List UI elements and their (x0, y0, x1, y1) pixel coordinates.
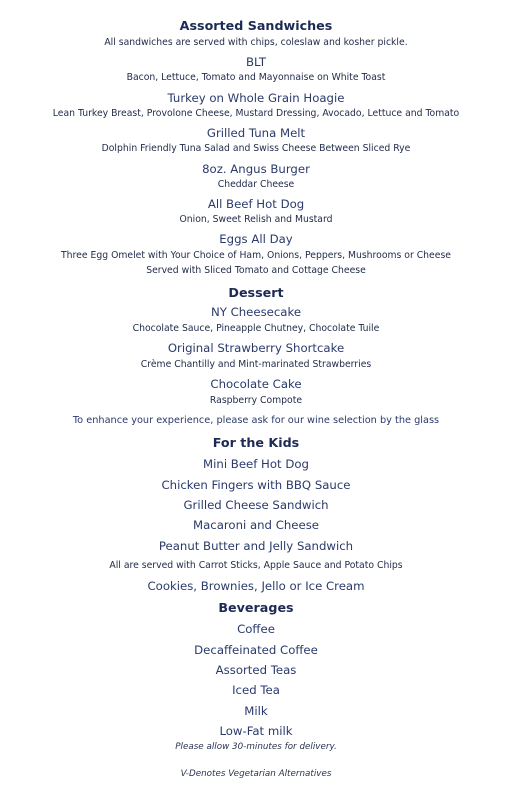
menu-item-name: Grilled Cheese Sandwich (183, 498, 329, 512)
menu-item-name: Macaroni and Cheese (192, 518, 319, 532)
menu-item-name: Coffee (237, 622, 275, 636)
menu-item-name: BLT (245, 55, 267, 69)
menu-item-desc: Chocolate Sauce, Pineapple Chutney, Chocolate Tuile (132, 323, 380, 334)
menu-item-name: Iced Tea (232, 683, 280, 697)
menu-item-desc: Dolphin Friendly Tuna Salad and Swiss Cheese Between Sliced Rye (101, 143, 411, 154)
menu-item-name: Low-Fat milk (219, 724, 293, 738)
menu-item-name: NY Cheesecake (210, 305, 302, 319)
section-title-kids: For the Kids (212, 435, 300, 450)
menu-item-name: Assorted Teas (215, 663, 297, 677)
menu-item-name: Turkey on Whole Grain Hoagie (167, 91, 345, 105)
menu-item-desc: Lean Turkey Breast, Provolone Cheese, Mustard Dressing, Avocado, Lettuce and Tomato (52, 108, 460, 119)
menu-item-name: Milk (244, 704, 268, 718)
menu-item-name: Chicken Fingers with BBQ Sauce (161, 478, 351, 492)
section-title-dessert: Dessert (228, 285, 284, 300)
section-title-sandwiches: Assorted Sandwiches (179, 18, 333, 33)
menu-item-name: Decaffeinated Coffee (194, 643, 318, 657)
menu-item-name: Chocolate Cake (210, 377, 302, 391)
menu-item-name: Cookies, Brownies, Jello or Ice Cream (147, 579, 365, 593)
menu-item-name: Original Strawberry Shortcake (167, 341, 345, 355)
menu-item-name: All Beef Hot Dog (207, 197, 305, 211)
menu-item-desc: Cheddar Cheese (217, 179, 295, 190)
kids-note: All are served with Carrot Sticks, Apple Sauce and Potato Chips (109, 560, 403, 571)
menu-item-name: Peanut Butter and Jelly Sandwich (158, 539, 354, 553)
delivery-note: Please allow 30-minutes for delivery. (175, 742, 337, 752)
section-title-beverages: Beverages (218, 600, 294, 615)
menu-item-desc: Served with Sliced Tomato and Cottage Cheese (146, 265, 366, 276)
sandwiches-note: All sandwiches are served with chips, coleslaw and kosher pickle. (104, 37, 408, 48)
menu-item-desc: Crème Chantilly and Mint-marinated Strawberries (140, 359, 372, 370)
vegetarian-note: V-Denotes Vegetarian Alternatives (180, 769, 332, 779)
menu-item-name: 8oz. Angus Burger (202, 162, 310, 176)
menu-item-desc: Raspberry Compote (209, 395, 303, 406)
wine-note: To enhance your experience, please ask for our wine selection by the glass (72, 415, 440, 426)
menu-item-desc: Three Egg Omelet with Your Choice of Ham, Onions, Peppers, Mushrooms or Cheese (61, 250, 451, 261)
menu-item-name: Grilled Tuna Melt (206, 126, 306, 140)
menu-item-name: Mini Beef Hot Dog (203, 457, 309, 471)
menu-item-name: Eggs All Day (219, 232, 293, 246)
menu-item-desc: Onion, Sweet Relish and Mustard (179, 214, 333, 225)
menu-item-desc: Bacon, Lettuce, Tomato and Mayonnaise on White Toast (126, 72, 386, 83)
